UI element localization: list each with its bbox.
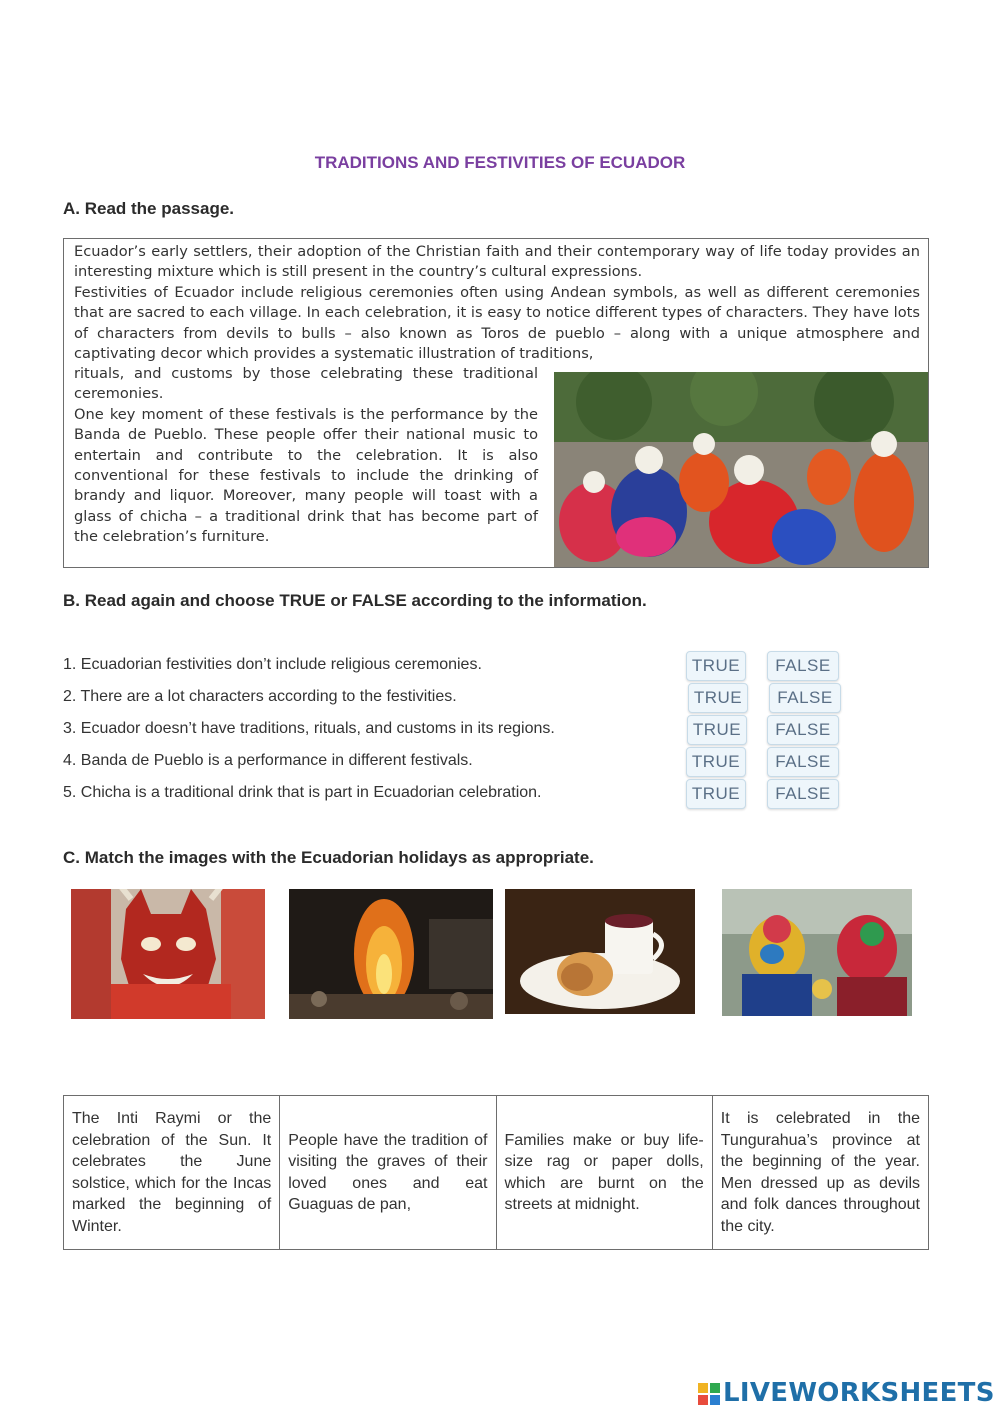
- true-button-4[interactable]: TRUE: [686, 747, 746, 777]
- question-4: 4. Banda de Pueblo is a performance in different festivals.: [63, 752, 473, 769]
- holiday-description-2: People have the tradition of visiting the graves of their loved ones and eat Guaguas de pan,: [288, 1131, 488, 1213]
- false-button-5[interactable]: FALSE: [767, 779, 839, 809]
- passage-paragraph-3: One key moment of these festivals is the performance by the Banda de Pueblo. These people offer their national music to entertain and contribute to the celebration. It is also conventional for these festivals to include the drinking of brandy and liquor. Moreover, many people will toast with a glass of chicha – a traditional drink that has become part of the celebration’s furniture.: [74, 405, 538, 546]
- false-button-3[interactable]: FALSE: [767, 715, 839, 745]
- holiday-description-3: Families make or buy life-size rag or paper dolls, which are burnt on the streets at midnight.: [504, 1131, 704, 1213]
- passage-paragraph-2: Festivities of Ecuador include religious ceremonies often using Andean symbols, as well as different ceremonies that are sacred to each village. In each celebration, it is easy to notice different types of characters. They have lots of characters from devils to bulls – also known as Toros de pueblo – along with a unique atmosphere and captivating decor which provides a systematic illustration of traditions,: [74, 283, 920, 363]
- liveworksheets-logo-text: LIVEWORKSHEETS: [723, 1378, 995, 1408]
- question-1: 1. Ecuadorian festivities don’t include religious ceremonies.: [63, 656, 482, 673]
- bread-and-drink-photo: [505, 889, 695, 1014]
- bonfire-photo: [289, 889, 493, 1019]
- passage-paragraph-1: Ecuador’s early settlers, their adoption of the Christian faith and their contemporary way of life today provides an interesting mixture which is still present in the country’s cultural expressions.: [74, 243, 920, 281]
- passage-top: [74, 242, 920, 364]
- section-a-heading: A. Read the passage.: [63, 199, 235, 218]
- holiday-cell-4: [712, 1096, 928, 1249]
- holiday-cell-3: [496, 1096, 712, 1249]
- costumed-dancers-photo: [722, 889, 912, 1016]
- question-2: 2. There are a lot characters according to the festivities.: [63, 688, 457, 705]
- holiday-description-1: The Inti Raymi or the celebration of the Sun. It celebrates the June solstice, which for the Incas marked the beginning of Winter.: [72, 1110, 272, 1235]
- false-button-1[interactable]: FALSE: [767, 651, 839, 681]
- passage-left-column: [74, 364, 538, 548]
- false-button-2[interactable]: FALSE: [769, 683, 841, 713]
- devil-mask-photo: [71, 889, 265, 1019]
- worksheet-title: TRADITIONS AND FESTIVITIES OF ECUADOR: [314, 153, 686, 172]
- section-c-heading: C. Match the images with the Ecuadorian holidays as appropriate.: [63, 848, 594, 867]
- passage-box: [63, 238, 929, 568]
- true-button-3[interactable]: TRUE: [687, 715, 747, 745]
- holidays-table: [63, 1095, 929, 1250]
- true-button-2[interactable]: TRUE: [688, 683, 748, 713]
- liveworksheets-logo-icon: [698, 1382, 720, 1404]
- question-3: 3. Ecuador doesn’t have traditions, rituals, and customs in its regions.: [63, 720, 555, 737]
- true-button-1[interactable]: TRUE: [686, 651, 746, 681]
- liveworksheets-logo: [698, 1378, 995, 1408]
- holiday-cell-1: [64, 1096, 279, 1249]
- false-button-4[interactable]: FALSE: [767, 747, 839, 777]
- true-button-5[interactable]: TRUE: [686, 779, 746, 809]
- section-b-heading: B. Read again and choose TRUE or FALSE according to the information.: [63, 591, 647, 610]
- question-5: 5. Chicha is a traditional drink that is part in Ecuadorian celebration.: [63, 784, 542, 801]
- dancers-photo: [554, 372, 928, 567]
- holiday-description-4: It is celebrated in the Tungurahua’s province at the beginning of the year. Men dressed up as devils and folk dances throughout the city.: [720, 1110, 920, 1235]
- passage-paragraph-2-cont: rituals, and customs by those celebrating these traditional ceremonies.: [74, 365, 538, 403]
- holiday-cell-2: [279, 1096, 495, 1249]
